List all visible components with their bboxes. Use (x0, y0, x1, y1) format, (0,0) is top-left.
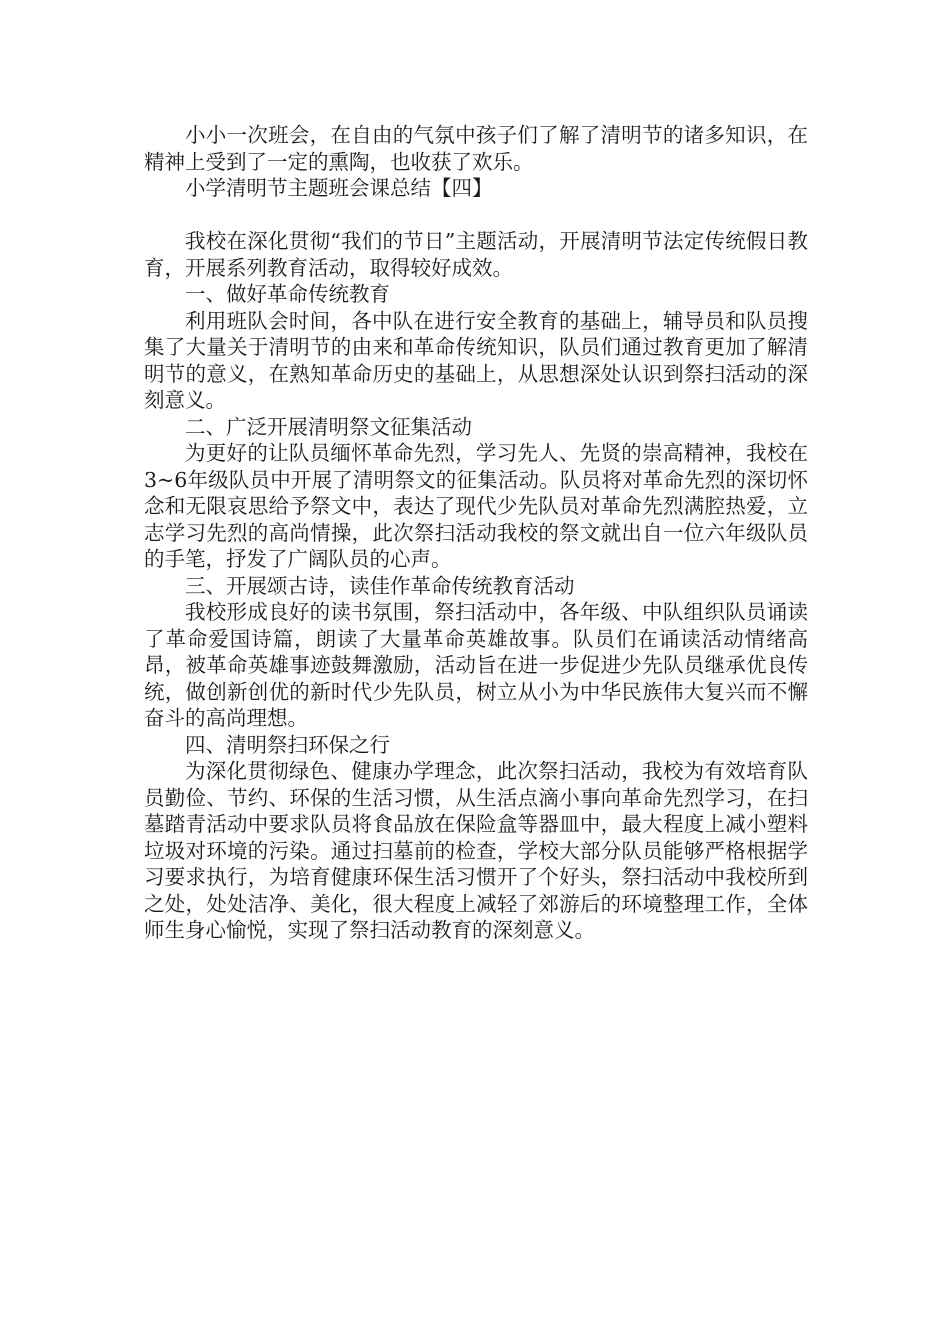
heading-3: 三、开展颂古诗，读佳作革命传统教育活动 (185, 573, 575, 598)
paragraph-closing-remark: 小小一次班会，在自由的气氛中孩子们了解了清明节的诸多知识，在精神上受到了一定的熏陶，也收获了欢乐。 (144, 123, 808, 174)
paragraph-1: 利用班队会时间，各中队在进行安全教育的基础上，辅导员和队员搜集了大量关于清明节的由来和革命传统知识，队员们通过教育更加了解清明节的意义，在熟知革命历史的基础上，从思想深处认识到祭扫活动的深刻意义。 (144, 308, 808, 412)
heading-4: 四、清明祭扫环保之行 (185, 732, 390, 757)
paragraph-4: 为深化贯彻绿色、健康办学理念，此次祭扫活动，我校为有效培育队员勤俭、节约、环保的生活习惯，从生活点滴小事向革命先烈学习，在扫墓踏青活动中要求队员将食品放在保险盒等器皿中，最大程度上减小塑料垃圾对环境的污染。通过扫墓前的检查，学校大部分队员能够严格根据学习要求执行，为培育健康环保生活习惯开了个好头，祭扫活动中我校所到之处，处处洁净、美化，很大程度上减轻了郊游后的环境整理工作，全体师生身心愉悦，实现了祭扫活动教育的深刻意义。 (144, 759, 808, 942)
paragraph-3: 我校形成良好的读书氛围，祭扫活动中，各年级、中队组织队员诵读了革命爱国诗篇，朗读了大量革命英雄故事。队员们在诵读活动情绪高昂，被革命英雄事迹鼓舞激励，活动旨在进一步促进少先队员继承优良传统，做创新创优的新时代少先队员，树立从小为中华民族伟大复兴而不懈奋斗的高尚理想。 (144, 600, 808, 730)
section-title: 小学清明节主题班会课总结【四】 (185, 176, 493, 200)
document-body (144, 122, 808, 944)
heading-2: 二、广泛开展清明祭文征集活动 (185, 414, 472, 439)
heading-1: 一、做好革命传统教育 (185, 282, 390, 306)
paragraph-2: 为更好的让队员缅怀革命先烈，学习先人、先贤的崇高精神，我校在3~6年级队员中开展了清明祭文的征集活动。队员将对革命先烈的深切怀念和无限哀思给予祭文中，表达了现代少先队员对革命先烈满腔热爱，立志学习先烈的高尚情操，此次祭扫活动我校的祭文就出自一位六年级队员的手笔，抒发了广阔队员的心声。 (144, 441, 808, 571)
blank-line (144, 202, 808, 229)
paragraph-intro: 我校在深化贯彻“我们的节日”主题活动，开展清明节法定传统假日教育，开展系列教育活动，取得较好成效。 (144, 229, 808, 280)
